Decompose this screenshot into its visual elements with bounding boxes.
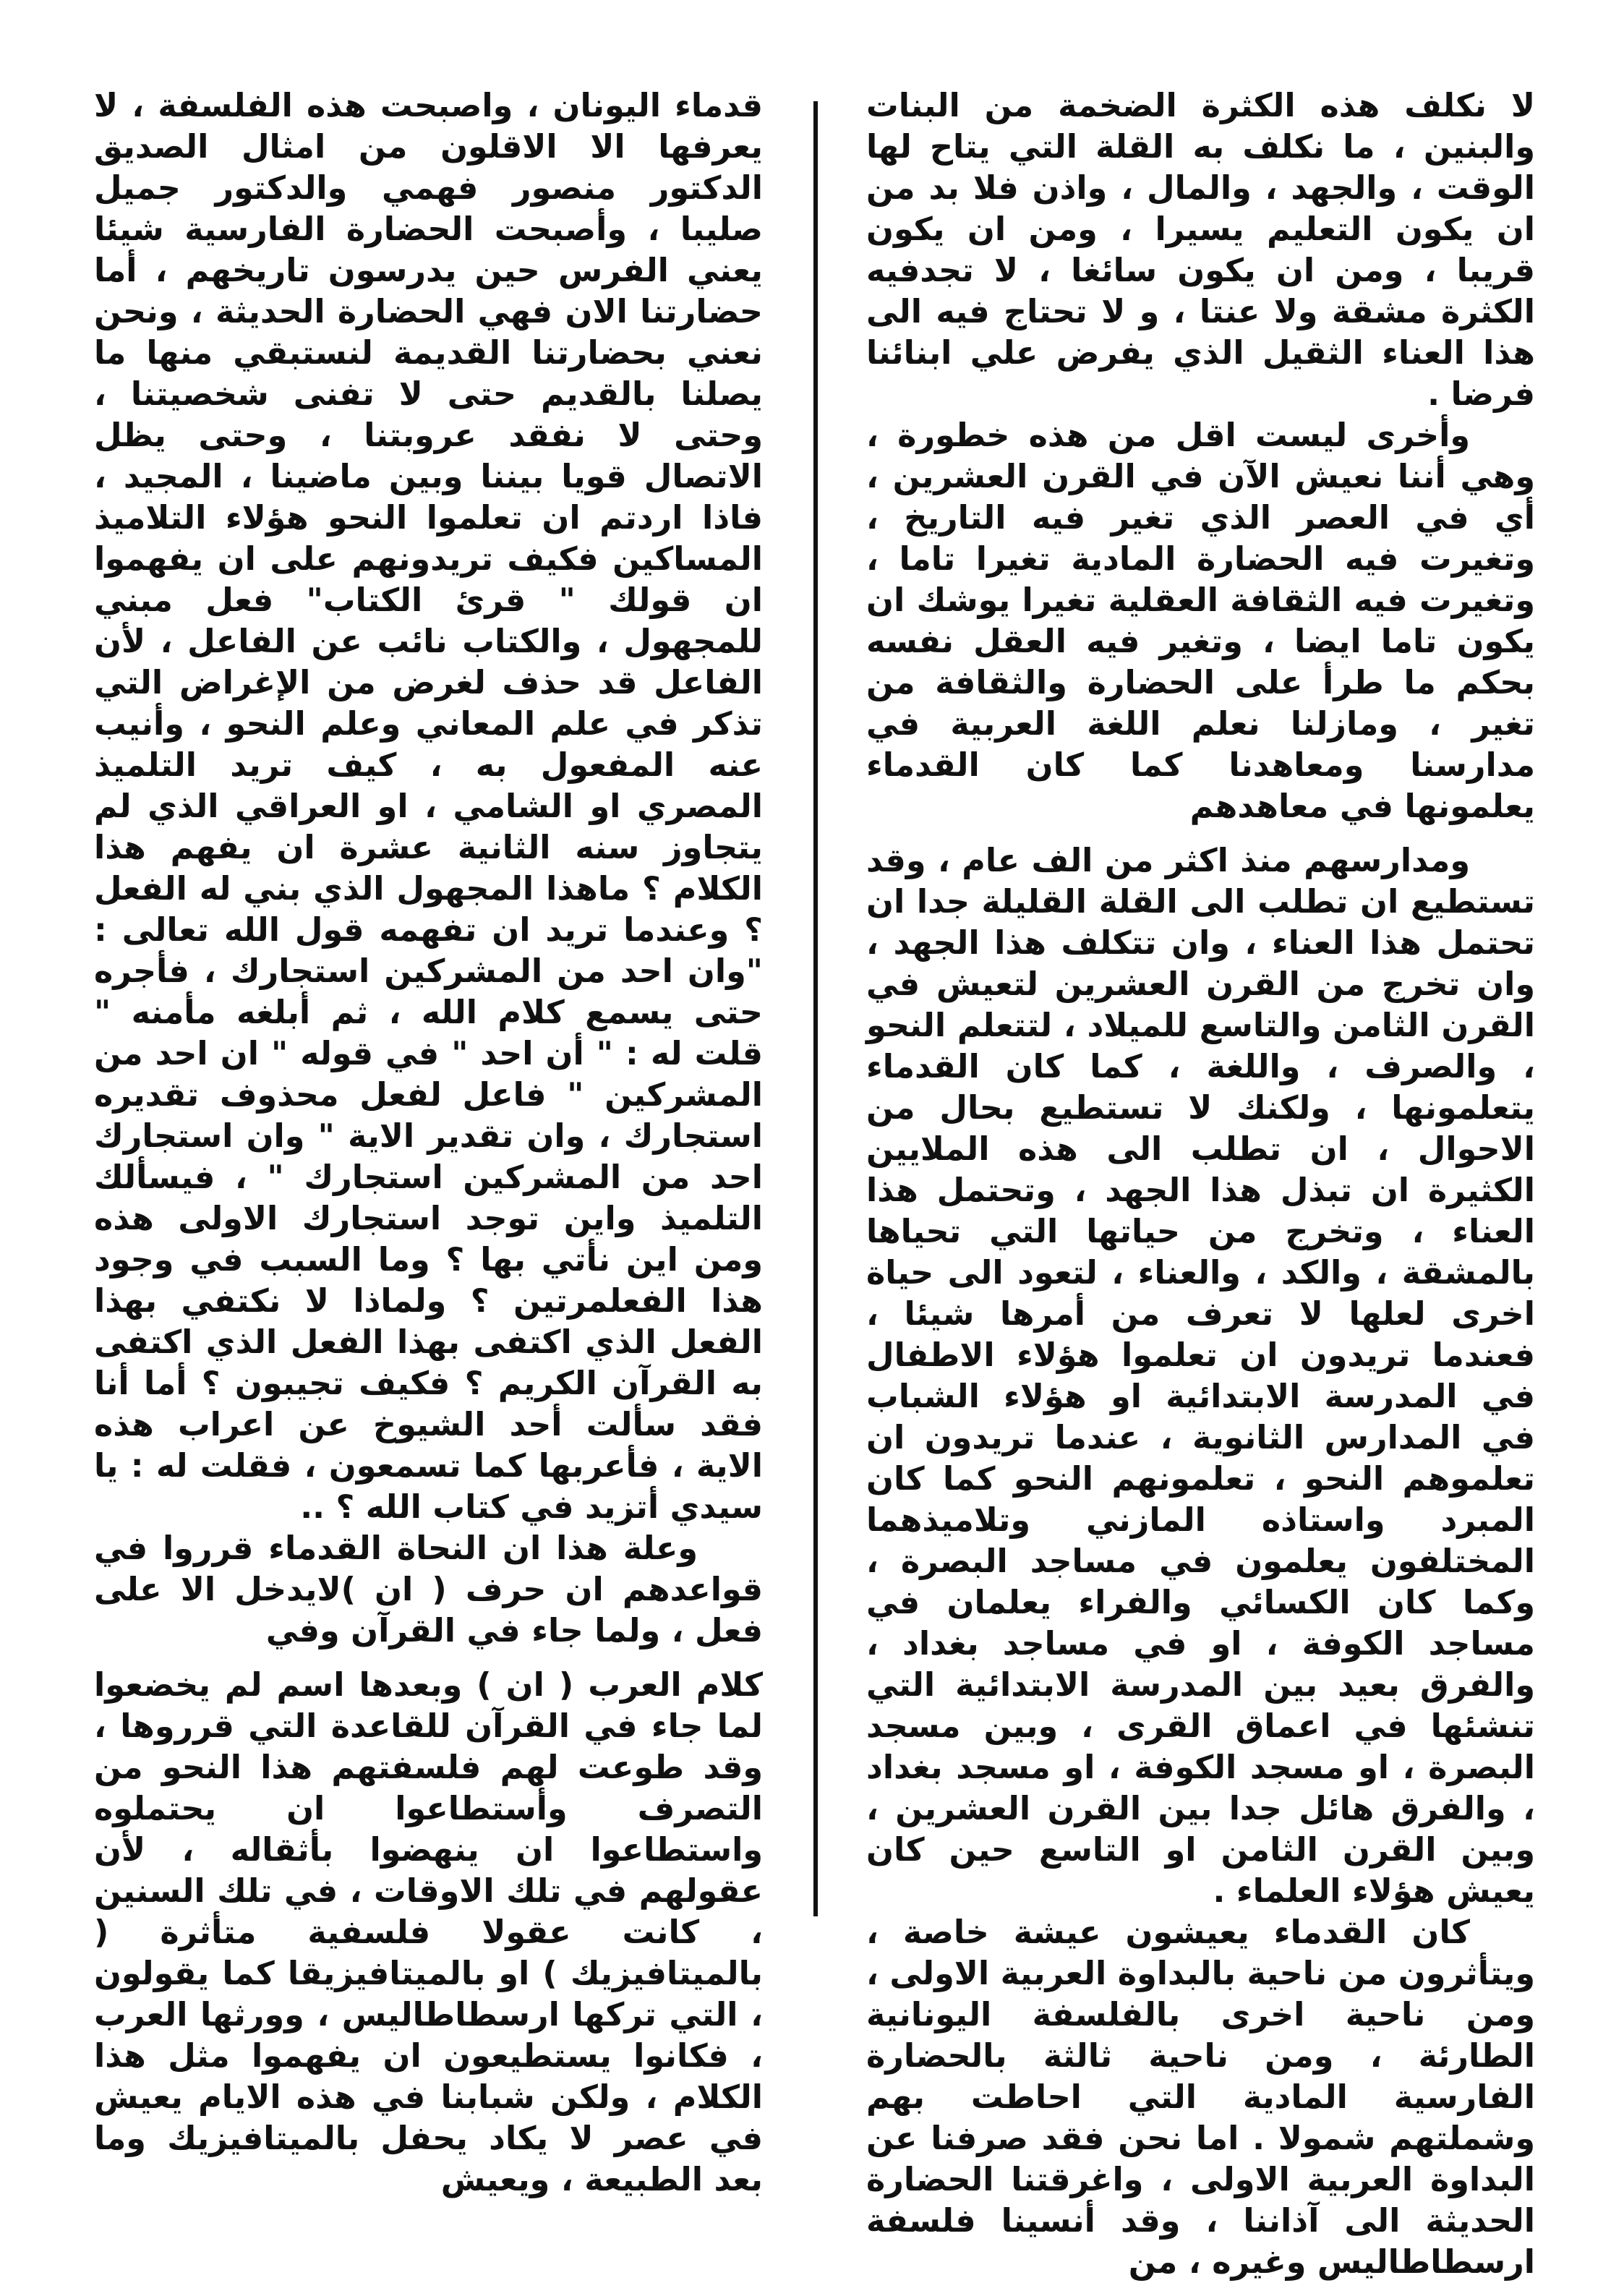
paragraph: كلام العرب ( ان ) وبعدها اسم لم يخضعوا لما جاء في القرآن للقاعدة التي قرروها ، وقد طوعت لهم فلسفتهم هذا النحو من التصرف وأستطاعوا ان يحتملوه واستطاعوا ان ينهضوا بأثقاله ، لأن عقولهم في تلك الاوقات ، في تلك السنين ، كانت عقولا فلسفية متأثرة ( بالميتافيزيك ) او بالميتافيزيقا كما يقولون ، التي تركها ارسطاطاليس ، وورثها العرب ، فكانوا يستطيعون ان يفهموا مثل هذا الكلام ، ولكن شبابنا في هذه الايام يعيش في عصر لا يكاد يحفل بالميتافيزيك وما بعد الطبيعة ، ويعيش	[94, 1667, 763, 2198]
left-text-column	[94, 85, 763, 2201]
paragraph: وأخرى ليست اقل من هذه خطورة ، وهي أننا نعيش الآن في القرن العشرين ، أي في العصر الذي تغير فيه التاريخ ، وتغيرت فيه الحضارة المادية تغيرا تاما ، وتغيرت فيه الثقافة العقلية تغيرا يوشك ان يكون تاما ايضا ، وتغير فيه العقل نفسه بحكم ما طرأ على الحضارة والثقافة من تغير ، ومازلنا نعلم اللغة العربية في مدارسنا ومعاهدنا كما كان القدماء يعلمونها في معاهدهم	[866, 417, 1535, 825]
paragraph: لا نكلف هذه الكثرة الضخمة من البنات والبنين ، ما نكلف به القلة التي يتاح لها الوقت ، والجهد ، والمال ، واذن فلا بد من ان يكون التعليم يسيرا ، ومن ان يكون قريبا ، ومن ان يكون سائغا ، لا تجدفيه الكثرة مشقة ولا عنتا ، و لا تحتاج فيه الى هذا العناء الثقيل الذي يفرض علي ابنائنا فرضا .	[866, 88, 1535, 413]
paragraph: كان القدماء يعيشون عيشة خاصة ، ويتأثرون من ناحية بالبداوة العربية الاولى ، ومن ناحية اخرى بالفلسفة اليونانية الطارئة ، ومن ناحية ثالثة بالحضارة الفارسية المادية التي احاطت بهم وشملتهم شمولا . اما نحن فقد صرفنا عن البداوة العربية الاولى ، واغرقتنا الحضارة الحديثة الى آذاننا ، وقد أنسينا فلسفة ارسطاطاليس وغيره ، من	[866, 1914, 1535, 2281]
column-divider	[813, 101, 818, 1916]
paragraph: ومدارسهم منذ اكثر من الف عام ، وقد تستطيع ان تطلب الى القلة القليلة جدا ان تحتمل هذا العناء ، وان تتكلف هذا الجهد ، وان تخرج من القرن العشرين لتعيش في القرن الثامن والتاسع للميلاد ، لتتعلم النحو ، والصرف ، واللغة ، كما كان القدماء يتعلمونها ، ولكنك لا تستطيع بحال من الاحوال ، ان تطلب الى هذه الملايين الكثيرة ان تبذل هذا الجهد ، وتحتمل هذا العناء ، وتخرج من حياتها التي تحياها بالمشقة ، والكد ، والعناء ، لتعود الى حياة اخرى لعلها لا تعرف من أمرها شيئا ، فعندما تريدون ان تعلموا هؤلاء الاطفال في المدرسة الابتدائية او هؤلاء الشباب في المدارس الثانوية ، عندما تريدون ان تعلموهم النحو ، تعلمونهم النحو كما كان المبرد واستاذه المازني وتلاميذهما المختلفون يعلمون في مساجد البصرة ، وكما كان الكسائي والفراء يعلمان في مساجد الكوفة ، او في مساجد بغداد ، والفرق بعيد بين المدرسة الابتدائية التي تنشئها في اعماق القرى ، وبين مسجد البصرة ، او مسجد الكوفة ، او مسجد بغداد ، والفرق هائل جدا بين القرن العشرين ، وبين القرن الثامن او التاسع حين كان يعيش هؤلاء العلماء .	[866, 842, 1535, 1910]
paragraph: وعلة هذا ان النحاة القدماء قرروا في قواعدهم ان حرف ( ان )لايدخل الا على فعل ، ولما جاء في القرآن وفي	[94, 1530, 763, 1650]
right-text-column	[866, 85, 1535, 2283]
paragraph: قدماء اليونان ، واصبحت هذه الفلسفة ، لا يعرفها الا الاقلون من امثال الصديق الدكتور منصور فهمي والدكتور جميل صليبا ، وأصبحت الحضارة الفارسية شيئا يعني الفرس حين يدرسون تاريخهم ، أما حضارتنا الان فهي الحضارة الحديثة ، ونحن نعني بحضارتنا القديمة لنستبقي منها ما يصلنا بالقديم حتى لا تفنى شخصيتنا ، وحتى لا نفقد عروبتنا ، وحتى يظل الاتصال قويا بيننا وبين ماضينا ، المجيد ، فاذا اردتم ان تعلموا النحو هؤلاء التلاميذ المساكين فكيف تريدونهم على ان يفهموا ان قولك " قرئ الكتاب" فعل مبني للمجهول ، والكتاب نائب عن الفاعل ، لأن الفاعل قد حذف لغرض من الإغراض التي تذكر في علم المعاني وعلم النحو ، وأنيب عنه المفعول به ، كيف تريد التلميذ المصري او الشامي ، او العراقي الذي لم يتجاوز سنه الثانية عشرة ان يفهم هذا الكلام ؟ ماهذا المجهول الذي بني له الفعل ؟ وعندما تريد ان تفهمه قول الله تعالى : "وان احد من المشركين استجارك ، فأجره حتى يسمع كلام الله ، ثم أبلغه مأمنه " قلت له : " أن احد " في قوله " ان احد من المشركين " فاعل لفعل محذوف تقديره استجارك ، وان تقدير الاية " وان استجارك احد من المشركين استجارك " ، فيسألك التلميذ واين توجد استجارك الاولى هذه ومن اين نأتي بها ؟ وما السبب في وجود هذا الفعلمرتين ؟ ولماذا لا نكتفي بهذا الفعل الذي اكتفى بهذا الفعل الذي اكتفى به القرآن الكريم ؟ فكيف تجيبون ؟ أما أنا فقد سألت أحد الشيوخ عن اعراب هذه الاية ، فأعربها كما تسمعون ، فقلت له : يا سيدي أتزيد في كتاب الله ؟ ..	[94, 88, 763, 1526]
